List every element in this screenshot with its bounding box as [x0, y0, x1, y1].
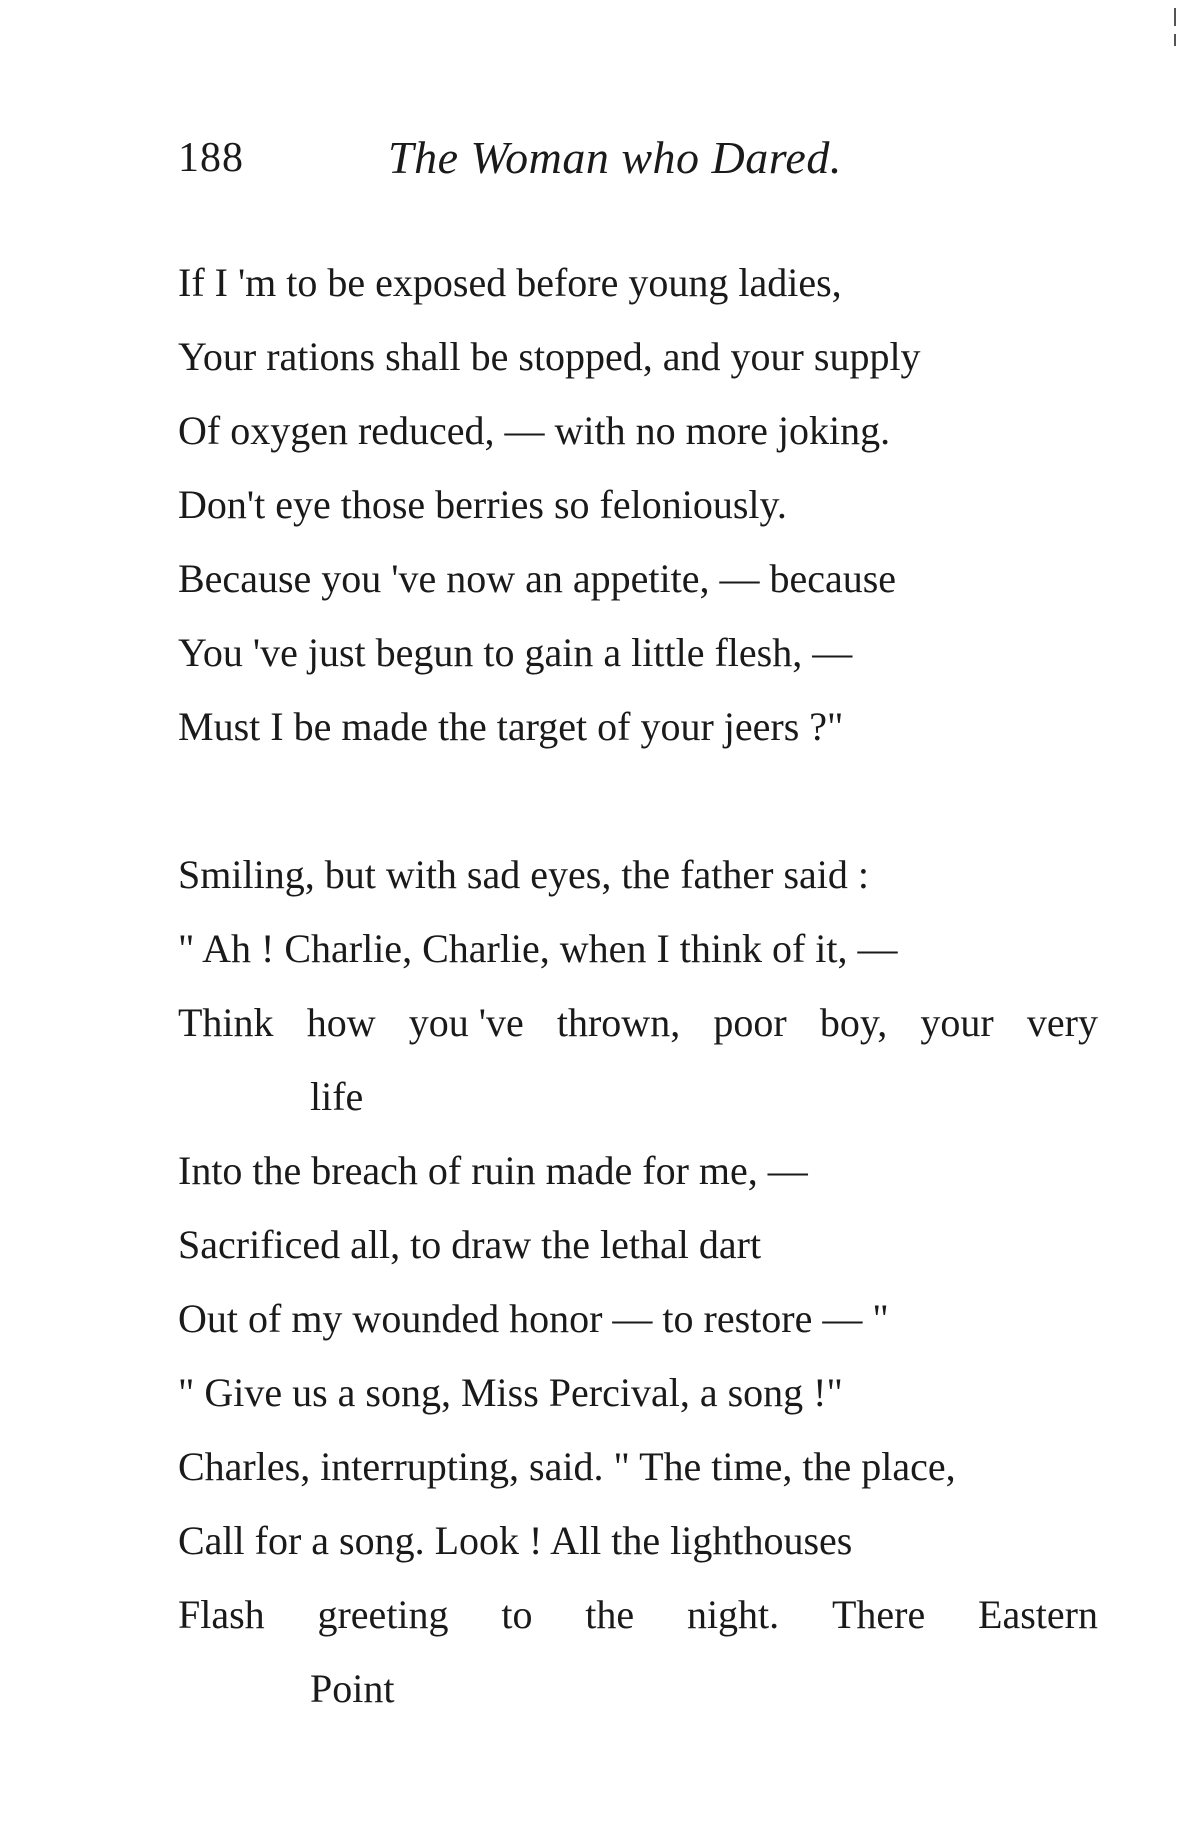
word: your [920, 1000, 994, 1045]
verse-body [178, 246, 1098, 1726]
verse-line: Charles, interrupting, said. " The time, the place, [178, 1444, 956, 1489]
verse-line-continuation: life [310, 1074, 364, 1119]
verse-line: " Ah ! Charlie, Charlie, when I think of it, — [178, 926, 898, 971]
word: Think [178, 1000, 274, 1045]
verse-line-justified [178, 1578, 1098, 1652]
stanza-1 [178, 246, 1098, 764]
verse-line: You 've just begun to gain a little flesh, — [178, 630, 853, 675]
word: night. [686, 1592, 780, 1637]
running-title: The Woman who Dared. [388, 132, 842, 183]
verse-line: Don't eye those berries so feloniously. [178, 482, 787, 527]
page-number: 188 [178, 135, 244, 181]
verse-line: Because you 've now an appetite, — because [178, 556, 897, 601]
verse-line: Of oxygen reduced, — with no more joking. [178, 408, 891, 453]
word: Eastern [978, 1592, 1098, 1637]
page-header [178, 128, 978, 188]
word: very [1026, 1000, 1098, 1045]
edge-marks [1173, 8, 1177, 78]
word: boy, [819, 1000, 888, 1045]
verse-line: Into the breach of ruin made for me, — [178, 1148, 808, 1193]
verse-line-justified [178, 986, 1098, 1060]
verse-line: Call for a song. Look ! All the lighthouses [178, 1518, 853, 1563]
verse-line: Must I be made the target of your jeers ?" [178, 704, 844, 749]
word: There [831, 1592, 926, 1637]
word: poor [713, 1000, 787, 1045]
word: greeting [317, 1592, 449, 1637]
word: the [585, 1592, 635, 1637]
verse-line: If I 'm to be exposed before young ladies, [178, 260, 842, 305]
stanza-break [178, 764, 1098, 838]
verse-line: Your rations shall be stopped, and your supply [178, 334, 921, 379]
word: to [501, 1592, 533, 1637]
word: Flash [178, 1592, 265, 1637]
verse-line: Out of my wounded honor — to restore — " [178, 1296, 889, 1341]
verse-line-continuation: Point [310, 1666, 395, 1711]
verse-line: Sacrificed all, to draw the lethal dart [178, 1222, 762, 1267]
verse-line: Smiling, but with sad eyes, the father said : [178, 852, 869, 897]
word: how [306, 1000, 376, 1045]
stanza-2 [178, 838, 1098, 1726]
verse-line: " Give us a song, Miss Percival, a song !" [178, 1370, 843, 1415]
word: thrown, [556, 1000, 681, 1045]
word: you 've [408, 1000, 524, 1045]
